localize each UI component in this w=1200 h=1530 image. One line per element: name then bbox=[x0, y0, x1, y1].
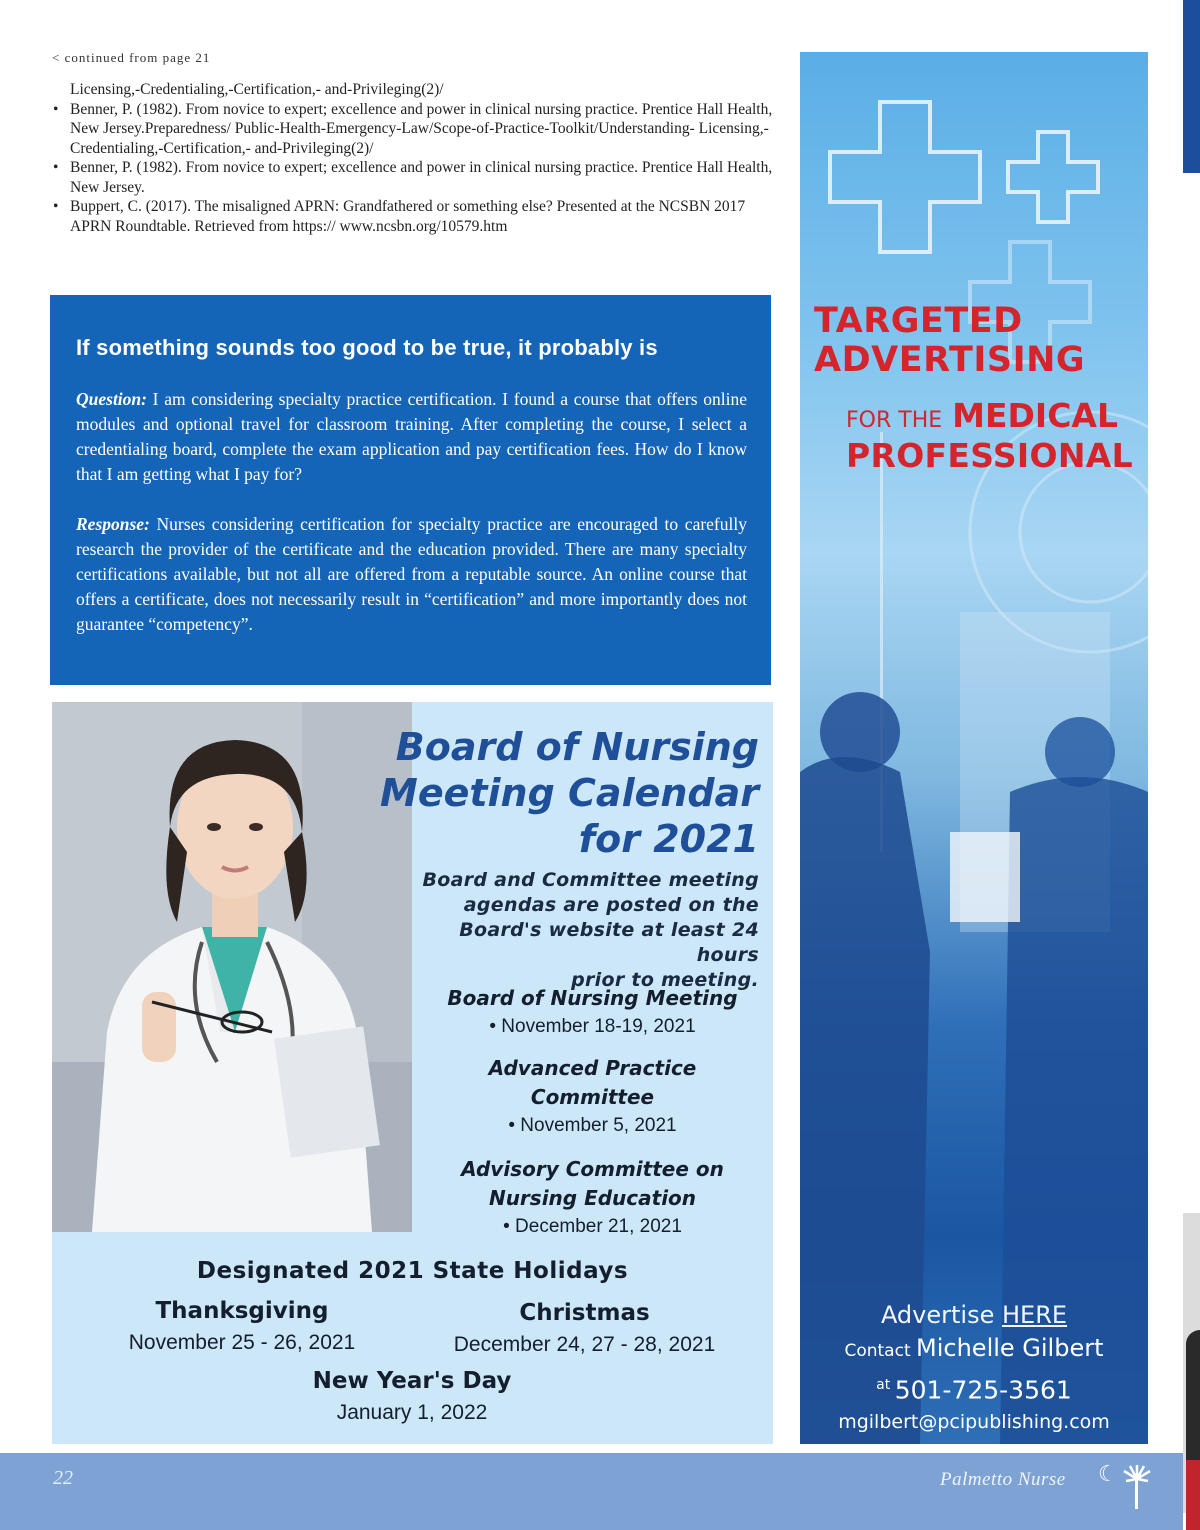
meeting-name: Board of Nursing Meeting bbox=[447, 986, 738, 1010]
reference-continuation: Licensing,-Credentialing,-Certification,- and-Privileging(2)/ bbox=[70, 81, 444, 98]
qa-response bbox=[76, 512, 747, 637]
advertise-here[interactable] bbox=[800, 1298, 1148, 1332]
contact-name: Michelle Gilbert bbox=[916, 1334, 1104, 1362]
calendar-title-line: Meeting Calendar bbox=[380, 771, 759, 815]
reference-item: • Buppert, C. (2017). The misaligned APRN: Grandfathered or something else? Presented at the NCSBN 2017 APRN Roundtable. Retrieved from https:// www.ncsbn.org/10579.htm bbox=[52, 197, 782, 236]
ad-background-art bbox=[800, 52, 1148, 1444]
meeting-name: Nursing Education bbox=[488, 1186, 697, 1210]
holiday-name: Thanksgiving bbox=[155, 1298, 329, 1324]
reference-item: • Benner, P. (1982). From novice to expert; excellence and power in clinical nursing practice. Prentice Hall Health, New Jersey.Preparedness/ Public-Health-Emergency-Law/Scope-of-Practice-Toolkit/Understanding- Licensing,-Credentialing,-Certification,- and-Privileging(2)/ bbox=[52, 100, 782, 159]
subtitle-line: Board and Committee meeting bbox=[422, 869, 759, 891]
meeting-advisory-committee bbox=[412, 1155, 773, 1241]
question-label: Question: bbox=[76, 389, 147, 409]
nurse-illustration bbox=[52, 702, 412, 1232]
calendar-title-line: Board of Nursing bbox=[395, 725, 759, 769]
meeting-advanced-practice bbox=[412, 1054, 773, 1140]
holiday-date: January 1, 2022 bbox=[336, 1401, 488, 1424]
response-text: Nurses considering certification for specialty practice are encouraged to carefully research the provider of the certificate and the education provided. There are many specialty certifications available, but not all are offered from a reputable source. An online course that offers a certificate, does not necessarily result in “certification” and more importantly does not guarantee “competency”. bbox=[76, 514, 747, 634]
ad-for-the: FOR THE bbox=[846, 408, 943, 433]
holiday-date: December 24, 27 - 28, 2021 bbox=[453, 1333, 716, 1356]
edge-decoration-red bbox=[1186, 1460, 1200, 1530]
page-number: 22 bbox=[53, 1467, 73, 1489]
subtitle-line: prior to meeting. bbox=[571, 969, 759, 991]
qa-question bbox=[76, 387, 747, 487]
magazine-name: Palmetto Nurse bbox=[940, 1469, 1066, 1490]
at-label: at bbox=[876, 1377, 895, 1393]
contact-label: Contact bbox=[844, 1341, 917, 1361]
meeting-name: Advanced Practice bbox=[488, 1056, 697, 1080]
contact-phone[interactable]: 501-725-3561 bbox=[894, 1375, 1072, 1405]
crescent-moon-icon: ☾ bbox=[1098, 1461, 1118, 1486]
subtitle-line: Board's website at least 24 hours bbox=[459, 919, 759, 966]
holiday-new-years bbox=[262, 1366, 562, 1428]
holiday-name: Christmas bbox=[519, 1300, 650, 1326]
holidays-title: Designated 2021 State Holidays bbox=[196, 1258, 629, 1284]
qa-box bbox=[50, 295, 771, 685]
holiday-christmas bbox=[432, 1298, 737, 1360]
contact-email[interactable]: mgilbert@pcipublishing.com bbox=[838, 1411, 1110, 1434]
meeting-date: • December 21, 2021 bbox=[503, 1216, 682, 1237]
ad-headline-line: TARGETED bbox=[814, 301, 1023, 341]
here-link[interactable]: HERE bbox=[1001, 1301, 1068, 1329]
continued-note: < continued from page 21 bbox=[52, 50, 211, 65]
ad-headline-line: ADVERTISING bbox=[814, 340, 1086, 380]
holiday-name: New Year's Day bbox=[312, 1368, 512, 1394]
meeting-board-of-nursing bbox=[412, 984, 773, 1041]
ad-headline bbox=[814, 302, 1085, 380]
meeting-date: • November 5, 2021 bbox=[508, 1115, 677, 1136]
qa-title: If something sounds too good to be true, it probably is bbox=[76, 335, 658, 360]
calendar-subtitle bbox=[399, 868, 759, 993]
advertise-label: Advertise bbox=[880, 1301, 1002, 1329]
palmetto-tree-icon bbox=[1122, 1463, 1152, 1513]
reference-item: • Benner, P. (1982). From novice to expert; excellence and power in clinical nursing practice. Prentice Hall Health, New Jersey. bbox=[52, 158, 782, 197]
meeting-name: Advisory Committee on bbox=[461, 1157, 724, 1181]
ad-contact-block bbox=[800, 1298, 1148, 1436]
response-label: Response: bbox=[76, 514, 150, 534]
meeting-name: Committee bbox=[530, 1085, 655, 1109]
edge-accent-bar bbox=[1183, 0, 1200, 173]
phone-line bbox=[800, 1367, 1148, 1408]
nurse-photo bbox=[52, 702, 412, 1232]
contact-line bbox=[800, 1332, 1148, 1367]
question-text: I am considering specialty practice certification. I found a course that offers online modules and optional travel for classroom training. After completing the course, I select a credentialing board, complete the exam application and pay certification fees. How do I know that I am getting what I pay for? bbox=[76, 389, 747, 484]
references bbox=[52, 80, 782, 236]
reference-list bbox=[52, 100, 782, 237]
meeting-calendar-panel bbox=[52, 702, 773, 1444]
ad-subheadline bbox=[846, 396, 1118, 435]
holiday-date: November 25 - 26, 2021 bbox=[128, 1331, 356, 1354]
meeting-date: • November 18-19, 2021 bbox=[489, 1016, 696, 1037]
ad-medical: MEDICAL bbox=[952, 396, 1118, 435]
page-footer bbox=[0, 1453, 1183, 1530]
advertisement-banner[interactable] bbox=[800, 52, 1148, 1444]
holiday-thanksgiving bbox=[92, 1296, 392, 1358]
subtitle-line: agendas are posted on the bbox=[463, 894, 759, 916]
ad-professional: PROFESSIONAL bbox=[846, 436, 1133, 475]
calendar-title-line: for 2021 bbox=[578, 817, 759, 861]
calendar-title bbox=[380, 724, 759, 862]
